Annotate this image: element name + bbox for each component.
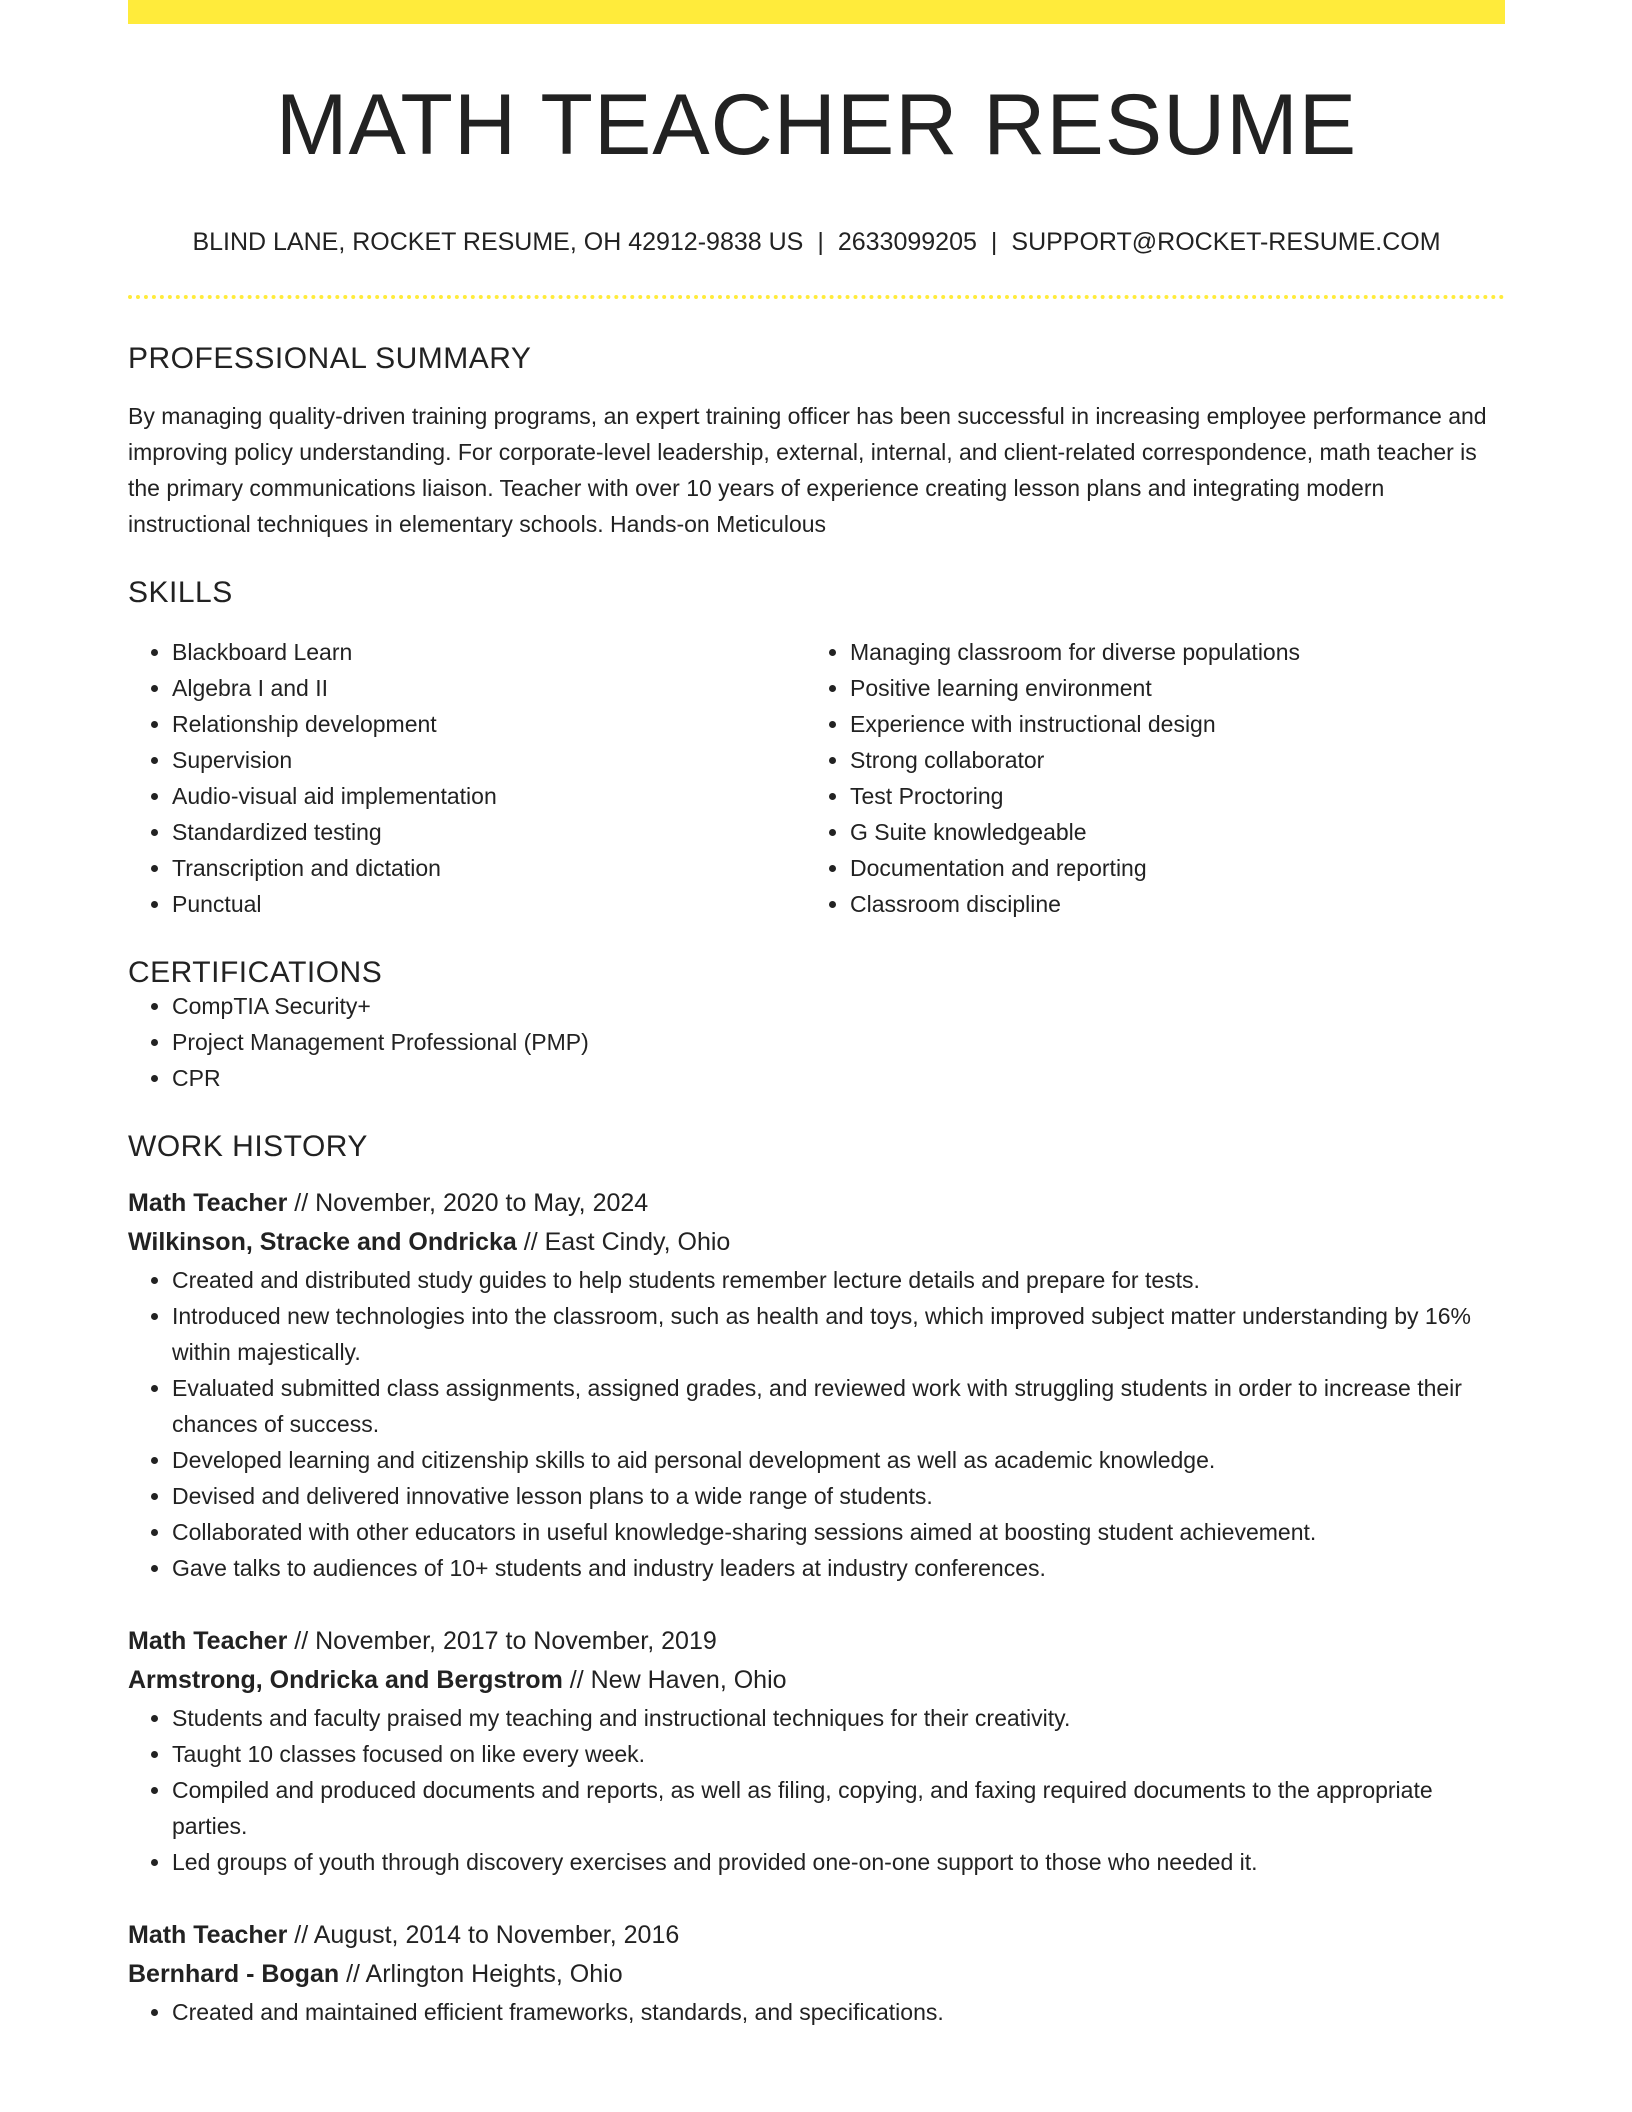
job-dates: August, 2014 to November, 2016 [313, 1921, 680, 1949]
contact-separator: | [817, 228, 824, 256]
resume-name: MATH TEACHER RESUME [275, 77, 1358, 173]
job-role: Math Teacher [128, 1627, 288, 1655]
skill-item: • G Suite knowledgeable [850, 814, 1484, 850]
skill-item: • Blackboard Learn [172, 634, 806, 670]
skill-item: • Test Proctoring [850, 778, 1484, 814]
contact-address: BLIND LANE, ROCKET RESUME, OH 42912-9838 US [192, 228, 804, 256]
certifications-list [128, 988, 1505, 1096]
job-location: New Haven, Ohio [590, 1666, 787, 1694]
job-entry [128, 1916, 1505, 2030]
job-bullet: • Students and faculty praised my teaching and instructional techniques for their creativity. [172, 1700, 1505, 1736]
skill-item: • Strong collaborator [850, 742, 1484, 778]
job-bullet: • Created and maintained efficient frameworks, standards, and specifications. [172, 1994, 1505, 2030]
skill-item: • Audio-visual aid implementation [172, 778, 806, 814]
contact-phone: 2633099205 [837, 228, 977, 256]
certifications-heading: CERTIFICATIONS [128, 956, 383, 989]
skill-item: • Classroom discipline [850, 886, 1484, 922]
skill-item: • Algebra I and II [172, 670, 806, 706]
certification-item: • CPR [172, 1060, 1505, 1096]
skill-item: • Punctual [172, 886, 806, 922]
job-company-line: Bernhard - Bogan // Arlington Heights, Ohio [128, 1960, 623, 1988]
skill-item: • Positive learning environment [850, 670, 1484, 706]
skill-item: • Documentation and reporting [850, 850, 1484, 886]
job-entry [128, 1622, 1505, 1880]
skill-item: • Transcription and dictation [172, 850, 806, 886]
skills-grid [128, 634, 1505, 922]
contact-line [128, 230, 1505, 255]
job-company-line: Armstrong, Ondricka and Bergstrom // New Haven, Ohio [128, 1666, 787, 1694]
summary-text: By managing quality-driven training programs, an expert training officer has been successful in increasing employee performance and improving policy understanding. For corporate-level leadership, external, internal, and client-related correspondence, math teacher is the primary communications liaison. Teacher with over 10 years of experience creating lesson plans and integrating modern instructional techniques in elementary schools. Hands-on Meticulous [128, 403, 1487, 537]
job-bullet: • Evaluated submitted class assignments, assigned grades, and reviewed work with struggling students in order to increase their chances of success. [172, 1370, 1505, 1442]
resume-page [128, 0, 1505, 2030]
job-bullets [128, 1700, 1505, 1880]
job-bullet: • Gave talks to audiences of 10+ students and industry leaders at industry conferences. [172, 1550, 1505, 1586]
certification-item: • CompTIA Security+ [172, 988, 1505, 1024]
job-bullet: • Led groups of youth through discovery exercises and provided one-on-one support to those who needed it. [172, 1844, 1505, 1880]
job-title-line: Math Teacher // November, 2020 to May, 2024 [128, 1189, 649, 1217]
skill-item: • Relationship development [172, 706, 806, 742]
job-bullets [128, 1994, 1505, 2030]
job-company: Armstrong, Ondricka and Bergstrom [128, 1666, 563, 1694]
job-bullet: • Devised and delivered innovative lesson plans to a wide range of students. [172, 1478, 1505, 1514]
skills-heading: SKILLS [128, 576, 233, 609]
job-bullet: • Introduced new technologies into the classroom, such as health and toys, which improved subject matter understanding by 16% within majestically. [172, 1298, 1505, 1370]
skills-column-left [128, 634, 806, 922]
job-bullet: • Created and distributed study guides to help students remember lecture details and prepare for tests. [172, 1262, 1505, 1298]
job-bullet: • Collaborated with other educators in useful knowledge-sharing sessions aimed at boosting student achievement. [172, 1514, 1505, 1550]
job-bullet: • Developed learning and citizenship skills to aid personal development as well as academic knowledge. [172, 1442, 1505, 1478]
job-company: Wilkinson, Stracke and Ondricka [128, 1228, 517, 1256]
job-entry [128, 1184, 1505, 1586]
summary-heading: PROFESSIONAL SUMMARY [128, 342, 532, 375]
job-dates: November, 2017 to November, 2019 [315, 1627, 717, 1655]
job-company-line: Wilkinson, Stracke and Ondricka // East Cindy, Ohio [128, 1228, 731, 1256]
certification-item: • Project Management Professional (PMP) [172, 1024, 1505, 1060]
job-company: Bernhard - Bogan [128, 1960, 340, 1988]
skill-item: • Standardized testing [172, 814, 806, 850]
contact-separator: | [990, 228, 998, 256]
job-role: Math Teacher [128, 1189, 288, 1217]
job-location: East Cindy, Ohio [544, 1228, 731, 1256]
work-history-heading: WORK HISTORY [128, 1130, 368, 1163]
skill-item: • Supervision [172, 742, 806, 778]
skill-item: • Experience with instructional design [850, 706, 1484, 742]
job-role: Math Teacher [128, 1921, 288, 1949]
top-accent-bar [128, 0, 1505, 24]
job-bullet: • Compiled and produced documents and reports, as well as filing, copying, and faxing required documents to the appropriate parties. [172, 1772, 1505, 1844]
job-bullet: • Taught 10 classes focused on like every week. [172, 1736, 1505, 1772]
skills-column-right [806, 634, 1484, 922]
skills-list-right [806, 634, 1484, 922]
job-dates: November, 2020 to May, 2024 [315, 1189, 649, 1217]
dotted-divider [128, 295, 1505, 299]
skill-item: • Managing classroom for diverse populations [850, 634, 1484, 670]
skills-list-left [128, 634, 806, 922]
job-title-line: Math Teacher // November, 2017 to November, 2019 [128, 1627, 717, 1655]
contact-email: SUPPORT@ROCKET-RESUME.COM [1011, 228, 1441, 256]
job-bullets [128, 1262, 1505, 1586]
job-location: Arlington Heights, Ohio [365, 1960, 623, 1988]
job-title-line: Math Teacher // August, 2014 to November, 2016 [128, 1921, 680, 1949]
